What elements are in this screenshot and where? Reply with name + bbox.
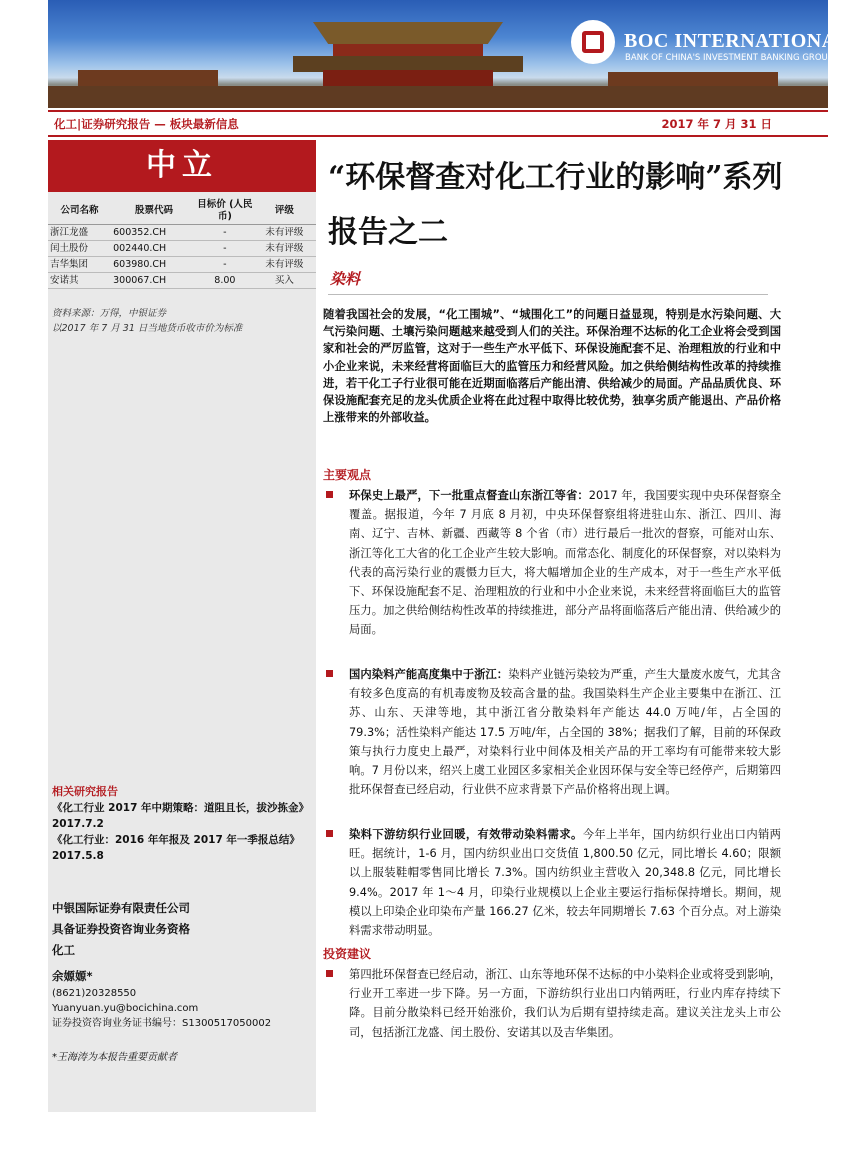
target-price: - xyxy=(197,241,253,257)
company-name: 安诺其 xyxy=(48,273,111,289)
header-banner-photo xyxy=(48,0,851,108)
author-name: 余嫄嫄* xyxy=(52,969,93,983)
col-rating: 评级 xyxy=(253,198,316,225)
target-price: - xyxy=(197,257,253,273)
related-report-item[interactable]: 《化工行业：2016 年年报及 2017 年一季报总结》2017.5.8 xyxy=(52,834,300,862)
rating: 未有评级 xyxy=(253,241,316,257)
investment-advice-body: 第四批环保督查已经启动，浙江、山东等地环保不达标的中小染料企业或将受到影响，行业开工率进一步下降。另一方面，下游纺织行业出口内销两旺，行业内库存持续下降。目前分散染料已经开始涨价，我们认为后期有望持续走高。建议关注龙头上市公司，包括浙江龙盛、闰土股份、安诺其以及吉华集团。 xyxy=(349,968,781,1039)
stock-code: 002440.CH xyxy=(111,241,197,257)
key-point-head: 国内染料产能高度集中于浙江： xyxy=(349,668,509,681)
col-company: 公司名称 xyxy=(48,198,111,225)
rating: 未有评级 xyxy=(253,225,316,241)
rating: 未有评级 xyxy=(253,257,316,273)
related-reports xyxy=(52,800,314,864)
table-source xyxy=(52,306,242,336)
author-phone: (8621)20328550 xyxy=(52,988,137,999)
company-name: 浙江龙盛 xyxy=(48,225,111,241)
bullet-icon xyxy=(326,670,333,677)
author-email[interactable]: Yuanyuan.yu@bocichina.com xyxy=(52,1003,199,1014)
boc-logo-icon xyxy=(571,20,615,64)
price-basis-line: 以2017 年 7 月 31 日当地货币收市价为标准 xyxy=(52,323,243,334)
contributor-note: *王海涛为本报告重要贡献者 xyxy=(52,1052,177,1063)
key-point xyxy=(323,486,781,640)
table-row xyxy=(48,257,316,273)
rating: 买入 xyxy=(253,273,316,289)
author-license: 证券投资咨询业务证书编号：S1300517050002 xyxy=(52,1018,272,1029)
key-points-title: 主要观点 xyxy=(323,468,372,482)
key-point-head: 环保史上最严，下一批重点督查山东浙江等省： xyxy=(349,489,589,502)
sector-rating: 中立 xyxy=(48,140,316,192)
table-row xyxy=(48,273,316,289)
report-title: “环保督查对化工行业的影响”系列报告之二 xyxy=(328,160,783,250)
company-name: 吉华集团 xyxy=(48,257,111,273)
key-point xyxy=(323,665,781,799)
report-sector: 染料 xyxy=(330,270,361,288)
firm-info xyxy=(52,898,190,961)
key-point-body: 今年上半年，国内纺织行业出口内销两旺。据统计，1-6 月，国内纺织业出口交货值 1,800.50 亿元，同比增长 4.60；限额以上服装鞋帽零售同比增长 7.3%。国内纺织业主营收入 20,348.8 亿元，同比增长 9.4%。2017 年 1～4 月，印染行业规模以上企业主要运行指标保持增长。期间，规模以上印染企业印染布产量 166.27 亿米，较去年同期增长 7.63 个百分点。对上游染料需求带动明显。 xyxy=(349,828,781,938)
bullet-icon xyxy=(326,970,333,977)
key-point-body: 2017 年，我国要实现中央环保督察全覆盖。据报道，今年 7 月底 8 月初，中央环保督察组将进驻山东、浙江、四川、海南、辽宁、吉林、新疆、西藏等 8 个省（市）进行最后一批次的督察，可能对山东、浙江等化工大省的化工企业产生较大影响。而常态化、制度化的环保督察，对以染料为代表的高污染行业的震慑力巨大，将大幅增加企业的生产成本，对于一些生产水平低下、环保设施配套不足、治理粗放的行业和中小企业来说，未来经营将面临巨大的监管压力。加之供给侧结构性改革的持续推进，部分产品将面临落后产能出清、供给减少的局面。 xyxy=(349,489,781,637)
related-reports-title: 相关研究报告 xyxy=(52,785,118,798)
table-row xyxy=(48,241,316,257)
stock-code: 603980.CH xyxy=(111,257,197,273)
key-point-head: 染料下游纺织行业回暖，有效带动染料需求。 xyxy=(349,828,583,841)
related-report-item[interactable]: 《化工行业 2017 年中期策略：道阻且长，拔沙拣金》2017.7.2 xyxy=(52,802,310,830)
summary-paragraph: 随着我国社会的发展，“化工围城”、“城围化工”的问题日益显现，特别是水污染问题、大气污染问题、土壤污染问题越来越受到人们的关注。环保治理不达标的化工企业将会受到国家和社会的严厉监管，这对于一些生产水平低下、环保设施配套不足、治理粗放的行业和中小企业来说，未来经营将面临巨大的监管压力和经营风险。加之供给侧结构性改革的持续推进，若干化工子行业很可能在近期面临落后产能出清、供给减少的局面。产品品质优良、环保设施配套充足的龙头优质企业将在此过程中取得比较优势，独享劣质产能退出、产品价格上涨带来的外部收益。 xyxy=(323,308,781,425)
report-category-bar xyxy=(48,110,828,137)
brand-name: BOC INTERNATIONAL xyxy=(624,30,851,52)
table-row xyxy=(48,225,316,241)
target-price: - xyxy=(197,225,253,241)
investment-advice xyxy=(323,965,781,1042)
report-date: 2017 年 7 月 31 日 xyxy=(661,117,772,131)
divider xyxy=(328,294,768,295)
company-table xyxy=(48,198,316,289)
source-line: 资料来源：万得，中银证券 xyxy=(52,308,167,319)
investment-advice-title: 投资建议 xyxy=(323,947,372,961)
firm-name: 中银国际证券有限责任公司 xyxy=(52,901,190,915)
company-name: 闰土股份 xyxy=(48,241,111,257)
palace-roof xyxy=(313,22,503,44)
col-code: 股票代码 xyxy=(111,198,197,225)
stock-code: 600352.CH xyxy=(111,225,197,241)
key-point xyxy=(323,825,781,940)
brand-subtitle: BANK OF CHINA'S INVESTMENT BANKING GROUP xyxy=(625,53,833,63)
target-price: 8.00 xyxy=(197,273,253,289)
author-contact xyxy=(52,986,271,1031)
report-category: 化工|证券研究报告 — 板块最新信息 xyxy=(54,117,239,131)
palace-wall xyxy=(48,86,828,108)
col-target: 目标价 (人民币) xyxy=(197,198,253,225)
firm-qualification: 具备证券投资咨询业务资格 xyxy=(52,922,190,936)
key-point-body: 染料产业链污染较为严重，产生大量废水废气，尤其含有较多色度高的有机毒废物及较高含量的盐。我国染料生产企业主要集中在浙江、江苏、山东、天津等地，其中浙江省分散染料年产能达 44.0 万吨/年，占全国的 79.3%；活性染料产能达 17.5 万吨/年，占全国的 38%；据我们了解，目前的环保政策与执行力度史上最严，对染料行业中间体及相关产品的开工率均有可能带来较大影响。7 月份以来，绍兴上虞工业园区多家相关企业因环保与安全等已经停产，后期第四批环保督查已经启动，行业供不应求背景下产品价格将出现上调。 xyxy=(349,668,781,797)
bullet-icon xyxy=(326,830,333,837)
stock-code: 300067.CH xyxy=(111,273,197,289)
department: 化工 xyxy=(52,943,75,957)
bullet-icon xyxy=(326,491,333,498)
